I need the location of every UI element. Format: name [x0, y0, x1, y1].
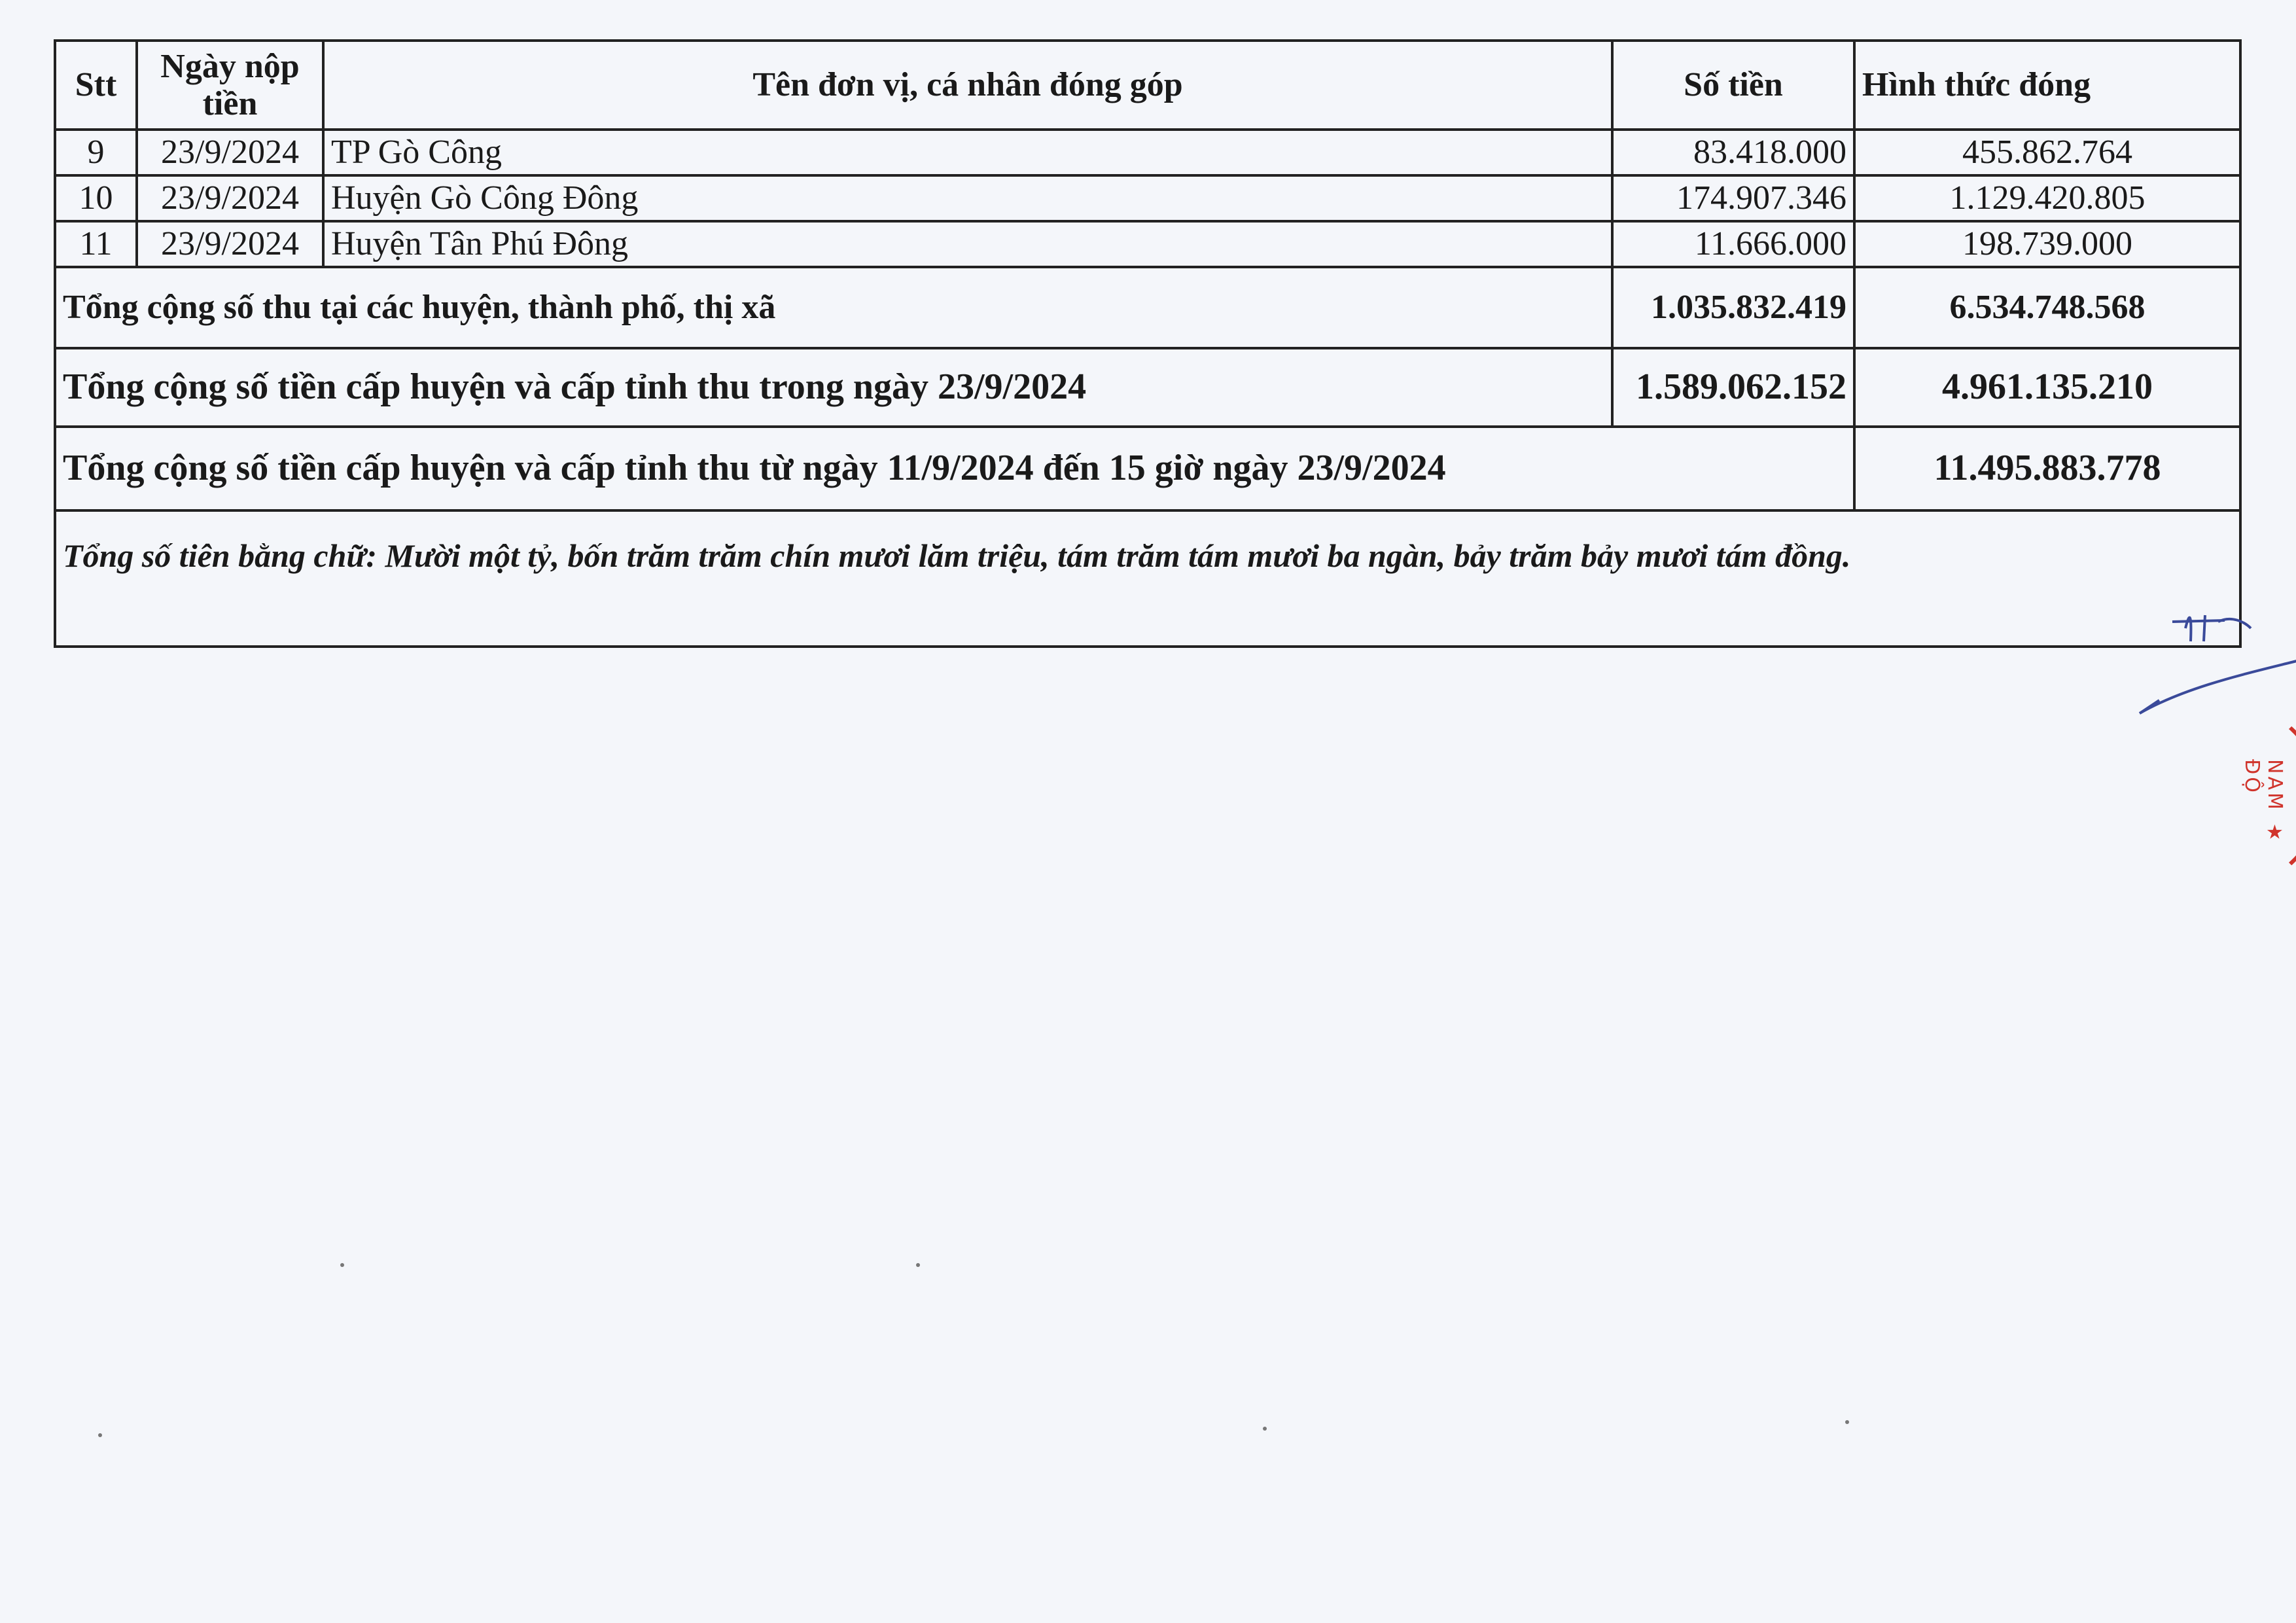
header-stt: Stt: [55, 41, 137, 130]
total-day-amount: 1.589.062.152: [1612, 348, 1854, 427]
total-day-form: 4.961.135.210: [1854, 348, 2240, 427]
official-stamp: [2212, 694, 2296, 890]
row-name: TP Gò Công: [323, 130, 1612, 175]
row-stt: 10: [55, 175, 137, 221]
grand-total-row: [55, 427, 2240, 510]
table-row: [55, 175, 2240, 221]
total-day-row: [55, 348, 2240, 427]
header-date: Ngày nộp tiền: [137, 41, 323, 130]
row-form: 1.129.420.805: [1854, 175, 2240, 221]
total-day-label: Tổng cộng số tiền cấp huyện và cấp tỉnh thu trong ngày 23/9/2024: [55, 348, 1612, 427]
row-date: 23/9/2024: [137, 130, 323, 175]
row-amount: 11.666.000: [1612, 221, 1854, 267]
row-stt: 11: [55, 221, 137, 267]
row-name: Huyện Tân Phú Đông: [323, 221, 1612, 267]
grand-total-label: Tổng cộng số tiền cấp huyện và cấp tỉnh thu từ ngày 11/9/2024 đến 15 giờ ngày 23/9/2024: [55, 427, 1854, 510]
row-stt: 9: [55, 130, 137, 175]
header-amount: Số tiền: [1612, 41, 1854, 130]
row-form: 198.739.000: [1854, 221, 2240, 267]
total-districts-label: Tổng cộng số thu tại các huyện, thành phố, thị xã: [55, 267, 1612, 348]
header-name: Tên đơn vị, cá nhân đóng góp: [323, 41, 1612, 130]
grand-total-value: 11.495.883.778: [1854, 427, 2240, 510]
table-row: [55, 221, 2240, 267]
row-amount: 174.907.346: [1612, 175, 1854, 221]
table-header-row: [55, 41, 2240, 130]
amount-in-words: Tổng số tiên bằng chữ: Mười một tỷ, bốn trăm trăm chín mươi lăm triệu, tám trăm tám mươi ba ngàn, bảy trăm bảy mươi tám đồng.: [55, 510, 2240, 647]
contribution-table: [54, 39, 2242, 648]
row-date: 23/9/2024: [137, 175, 323, 221]
row-form: 455.862.764: [1854, 130, 2240, 175]
total-districts-row: [55, 267, 2240, 348]
stamp-text: NAM ★ ĐỘ: [2240, 759, 2286, 847]
contribution-table-sheet: [54, 39, 2239, 648]
row-date: 23/9/2024: [137, 221, 323, 267]
table-row: [55, 130, 2240, 175]
total-districts-amount: 1.035.832.419: [1612, 267, 1854, 348]
total-districts-form: 6.534.748.568: [1854, 267, 2240, 348]
amount-in-words-row: [55, 510, 2240, 647]
row-name: Huyện Gò Công Đông: [323, 175, 1612, 221]
row-amount: 83.418.000: [1612, 130, 1854, 175]
header-form: Hình thức đóng: [1854, 41, 2240, 130]
